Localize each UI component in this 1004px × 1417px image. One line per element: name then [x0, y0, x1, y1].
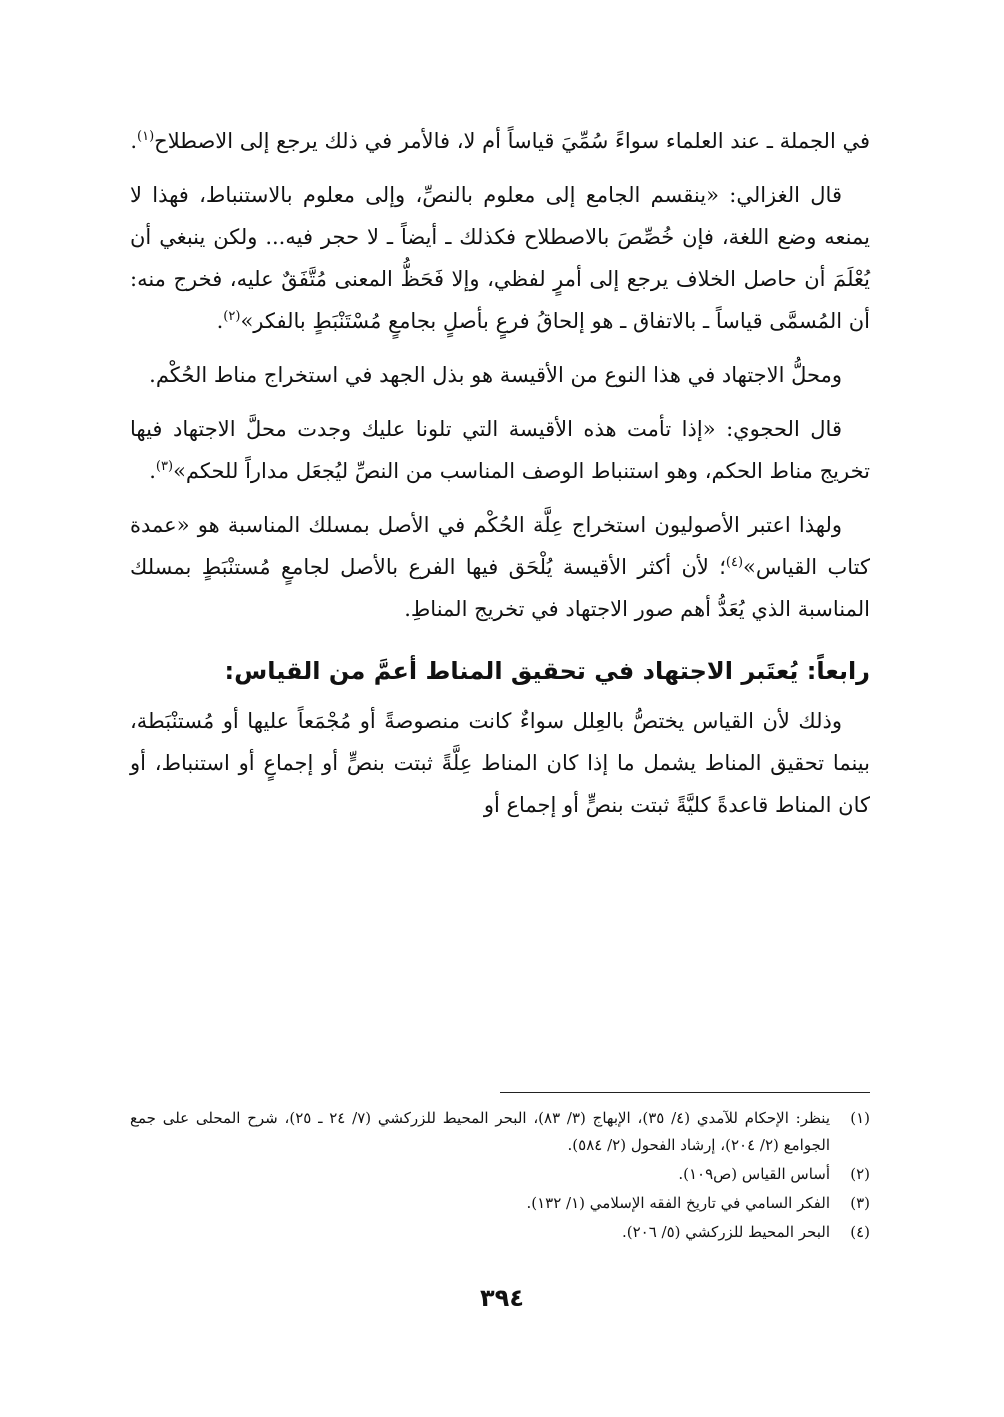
paragraph-4-text: قال الحجوي: «إذا تأمت هذه الأقيسة التي تلونا عليك وجدت محلَّ الاجتهاد فيها تخريج مناط الحكم، وهو استنباط الوصف المناسب من النصِّ ليُجعَل مداراً للحكم» — [130, 417, 870, 483]
paragraph-5-text-a: ولهذا اعتبر الأصوليون استخراج عِلَّة الحُكْم في الأصل بمسلك المناسبة هو «عمدة كتاب القياس» — [130, 513, 870, 579]
main-text — [130, 120, 870, 838]
footnote-number: (٣) — [850, 1194, 870, 1212]
paragraph-3 — [130, 354, 870, 396]
footnote-3 — [130, 1190, 870, 1217]
paragraph-4 — [130, 408, 870, 492]
paragraph-1-tail: . — [130, 129, 137, 153]
footnote-text: ينظر: الإحكام للآمدي (٤/ ٣٥)، الإبهاج (٣/ ٨٣)، البحر المحيط للزركشي (٧/ ٢٤ ـ ٢٥)، شرح المحلى على جمع الجوامع (٢/ ٢٠٤)، إرشاد الفحول (٢/ ٥٨٤). — [130, 1109, 830, 1154]
paragraph-2 — [130, 174, 870, 342]
paragraph-1 — [130, 120, 870, 162]
footnote-text: الفكر السامي في تاريخ الفقه الإسلامي (١/ ١٣٢). — [526, 1194, 830, 1212]
footnote-1 — [130, 1105, 870, 1159]
footnote-number: (٤) — [850, 1223, 870, 1241]
paragraph-5-text-b: ؛ لأن أكثر الأقيسة يُلْحَق فيها الفرع بالأصل لجامعٍ مُستنْبَطٍ بمسلك المناسبة الذي يُعَدُّ أهم صور الاجتهاد في تخريج المناطِ. — [130, 555, 870, 621]
paragraph-2-tail: . — [216, 309, 224, 333]
paragraph-5 — [130, 504, 870, 630]
paragraph-1-text: في الجملة ـ عند العلماء سواءً سُمِّيَ قياساً أم لا، فالأمر في ذلك يرجع إلى الاصطلاح — [154, 129, 870, 153]
section-heading-lead: رابعاً: — [806, 657, 870, 685]
footnote-ref-1[interactable]: (١) — [137, 129, 155, 144]
footnote-2 — [130, 1161, 870, 1188]
footnote-number: (٢) — [850, 1165, 870, 1183]
section-heading — [130, 648, 870, 694]
paragraph-2-text: قال الغزالي: «ينقسم الجامع إلى معلوم بالنصِّ، وإلى معلوم بالاستنباط، فهذا لا يمنعه وضع اللغة، فإن خُصِّصَ بالاصطلاح فكذلك ـ أيضاً ـ لا حجر فيه... ولكن ينبغي أن يُعْلَمَ أن حاصل الخلاف يرجع إلى أمرٍ لفظي، وإلا فَحَظُّ المعنى مُتَّفَقٌ عليه، فخرج منه: أن المُسمَّى قياساً ـ بالاتفاق ـ هو إلحاقُ فرعٍ بأصلٍ بجامعٍ مُسْتَنْبَطٍ بالفكر» — [130, 183, 870, 333]
paragraph-4-tail: . — [149, 459, 156, 483]
paragraph-6 — [130, 700, 870, 826]
footnote-text: أساس القياس (ص١٠٩). — [678, 1165, 830, 1183]
footnote-ref-3[interactable]: (٣) — [155, 459, 174, 474]
section-heading-title: يُعتَبر الاجتهاد في تحقيق المناط أعمَّ من القياس: — [224, 657, 799, 685]
footnote-text: البحر المحيط للزركشي (٥/ ٢٠٦). — [621, 1223, 830, 1241]
footnote-number: (١) — [850, 1109, 870, 1127]
footnote-4 — [130, 1219, 870, 1246]
footnote-ref-2[interactable]: (٢) — [223, 309, 241, 324]
page-number: ٣٩٤ — [480, 1284, 524, 1312]
paragraph-3-text: ومحلُّ الاجتهاد في هذا النوع من الأقيسة هو بذل الجهد في استخراج مناط الحُكْم. — [149, 363, 842, 387]
footnote-divider — [500, 1092, 870, 1093]
paragraph-6-text: وذلك لأن القياس يختصُّ بالعِلل سواءٌ كانت منصوصةً أو مُجْمَعاً عليها أو مُستنْبَطة، بينما تحقيق المناط يشمل ما إذا كان المناط عِلَّةً ثبتت بنصٍّ أو إجماعٍ أو استنباط، أو كان المناط قاعدةً كليَّةً ثبتت بنصٍّ أو إجماع أو — [130, 709, 870, 817]
footnote-ref-4[interactable]: (٤) — [725, 555, 744, 570]
footnotes — [130, 1105, 870, 1248]
